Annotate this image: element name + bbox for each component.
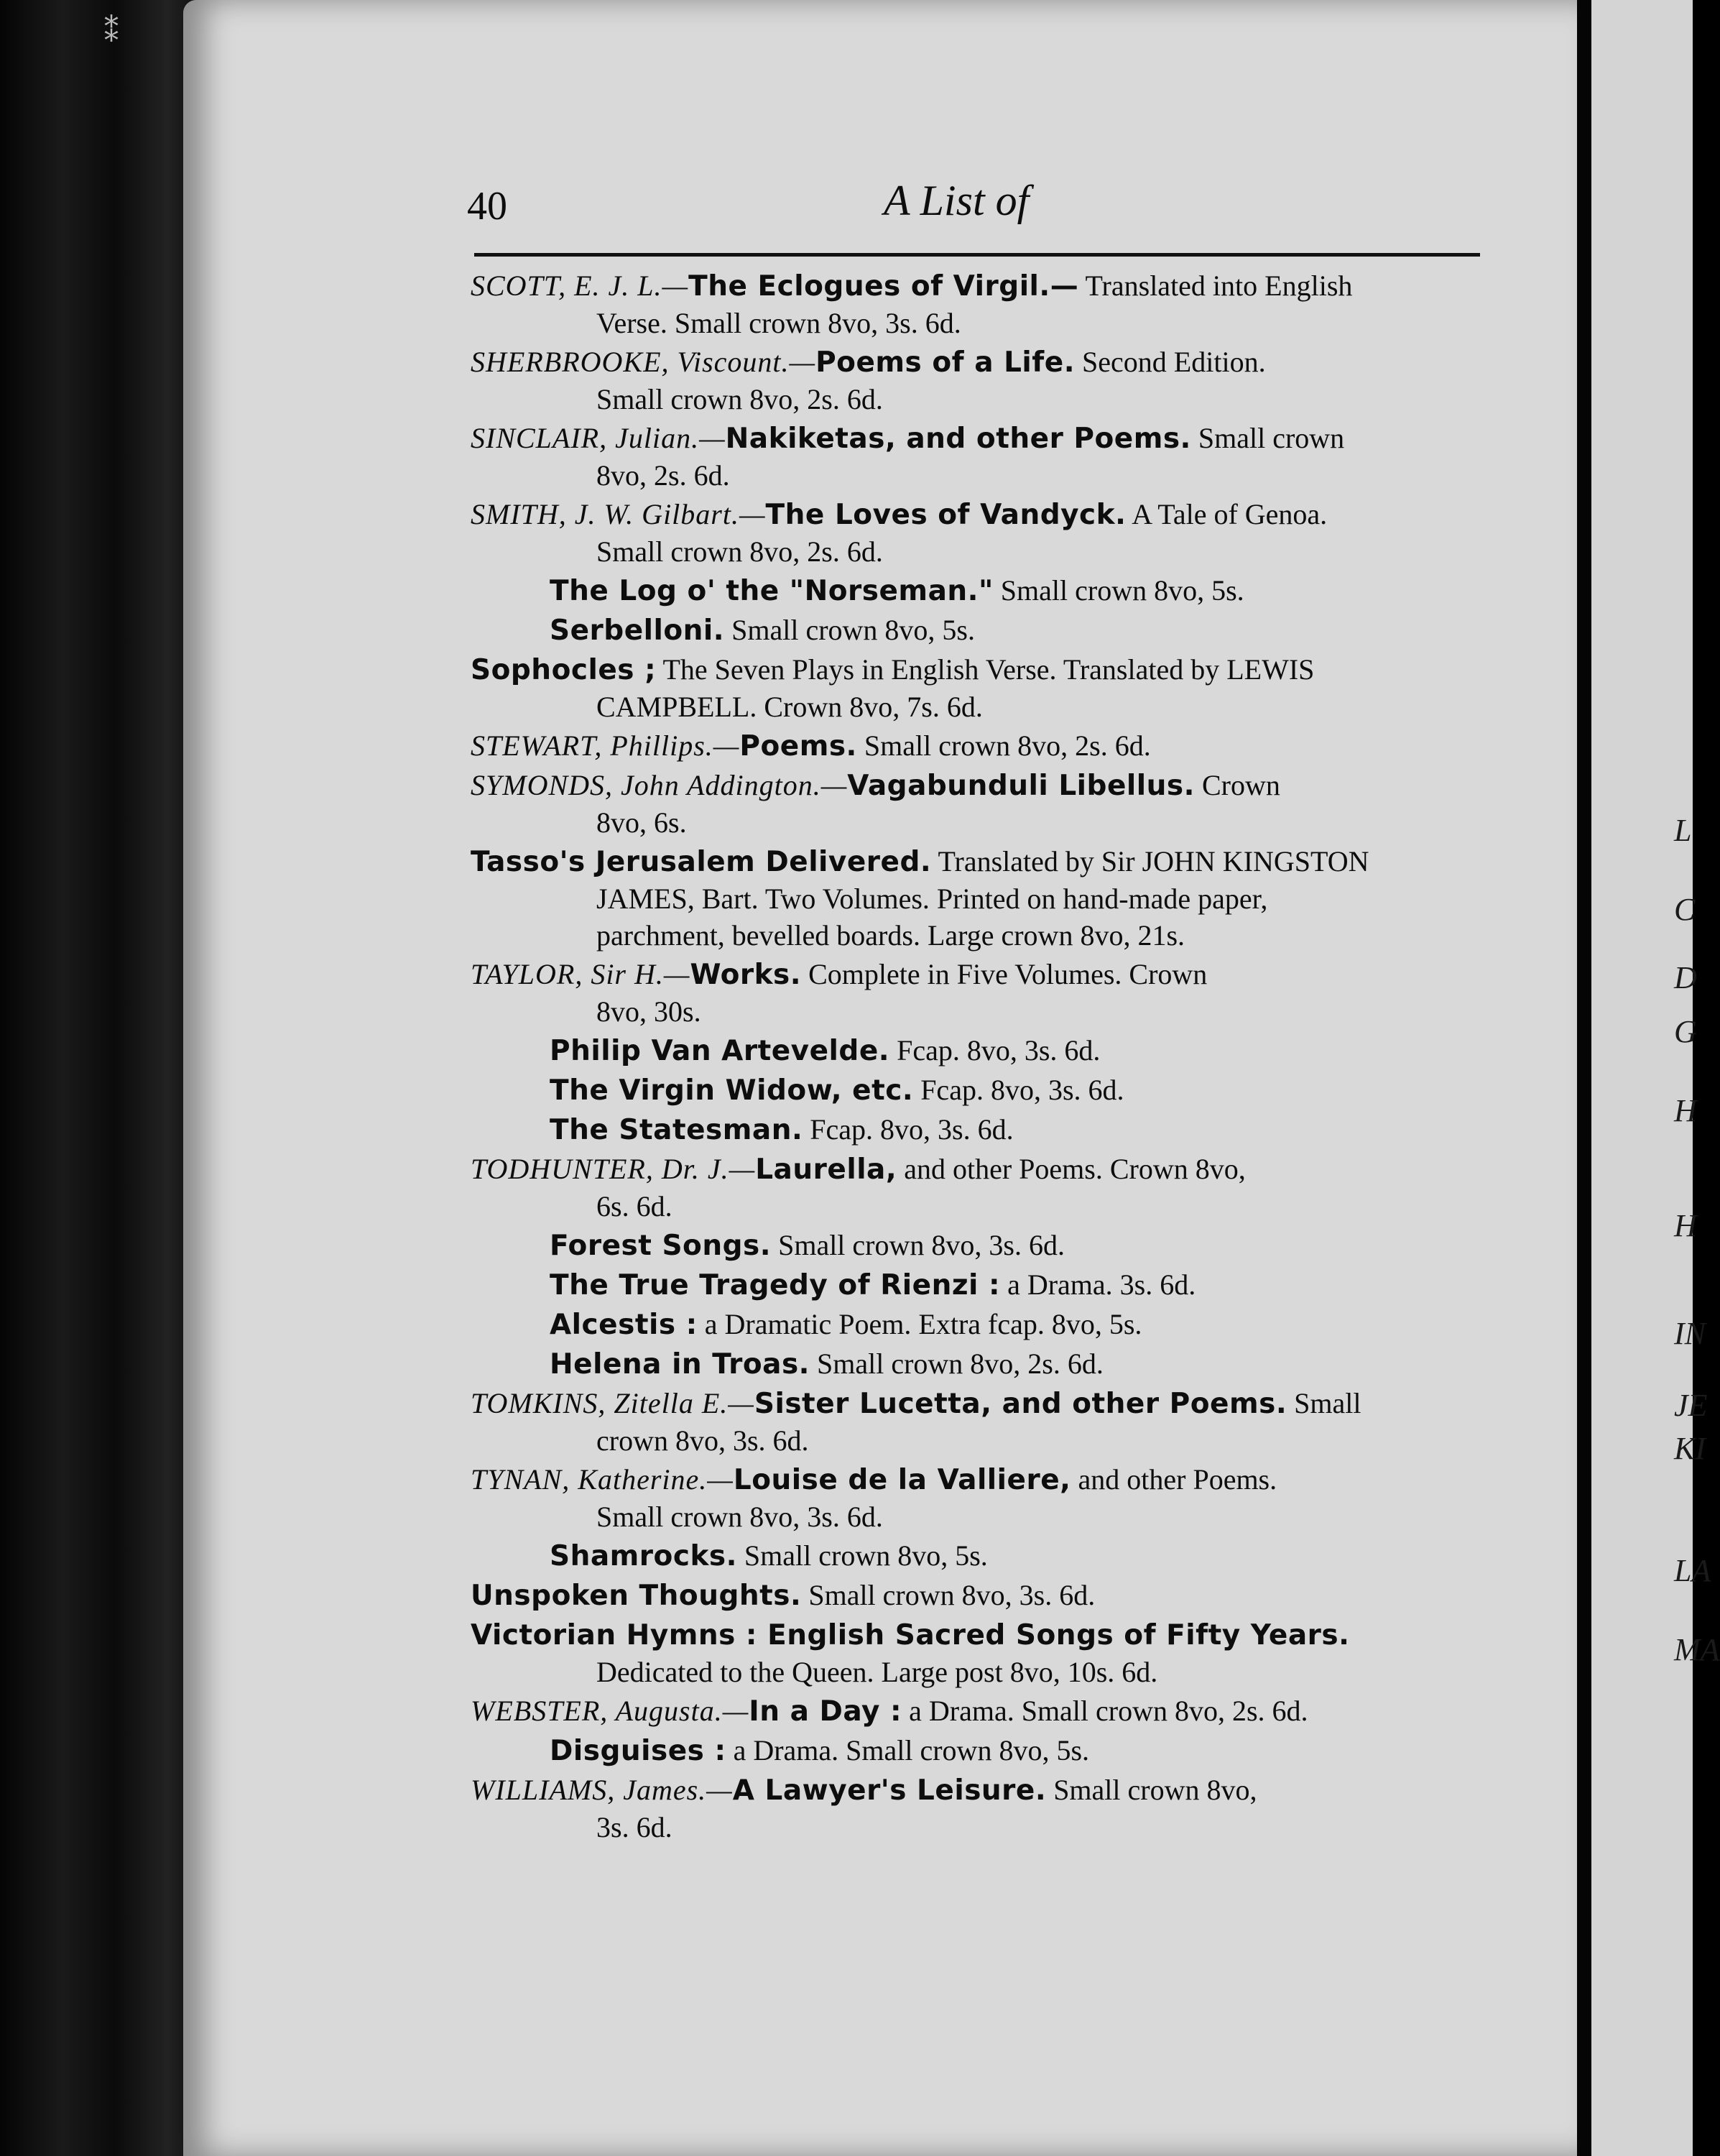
facing-page-letter: G (1674, 1014, 1697, 1049)
catalogue-entry (471, 956, 1484, 1030)
entry-line (471, 1266, 1484, 1304)
entry-author: SMITH, J. W. Gilbart.— (471, 498, 766, 530)
entry-description: Second Edition. (1075, 346, 1266, 378)
sub-entry (471, 1306, 1484, 1343)
entry-continuation: Verse. Small crown 8vo, 3s. 6d. (596, 307, 961, 339)
entry-description: Small crown 8vo, 2s. 6d. (856, 729, 1151, 762)
entry-description: Fcap. 8vo, 3s. 6d. (913, 1074, 1124, 1106)
entry-title: Tasso's Jerusalem Delivered. (471, 846, 932, 878)
entry-author: TYNAN, Katherine.— (471, 1463, 734, 1496)
entry-continuation: 8vo, 2s. 6d. (596, 459, 730, 492)
entry-line (471, 1227, 1484, 1264)
facing-page-letter: H (1674, 1208, 1697, 1243)
entry-description: Small crown 8vo, 5s. (724, 614, 975, 646)
catalogue-entry (471, 267, 1484, 341)
entry-description: Translated into English (1078, 270, 1353, 302)
entry-continuation: Small crown 8vo, 3s. 6d. (596, 1501, 883, 1533)
entry-line (471, 1072, 1484, 1109)
entry-author: SINCLAIR, Julian.— (471, 422, 726, 454)
entry-description: Small crown 8vo, 5s. (736, 1539, 988, 1572)
page-header (467, 176, 1480, 242)
entry-description: The Seven Plays in English Verse. Translated by LEWIS (656, 653, 1315, 686)
entry-title: Poems. (739, 730, 857, 763)
entry-line (471, 1692, 1484, 1730)
entry-title: Philip Van Artevelde. (550, 1035, 890, 1067)
entry-line (471, 1616, 1484, 1654)
running-title: A List of (884, 177, 1030, 224)
catalogue-entry (471, 496, 1484, 570)
entry-continuation: 6s. 6d. (596, 1190, 672, 1222)
entry-line (471, 1032, 1484, 1069)
entry-description: and other Poems. Crown 8vo, (897, 1153, 1246, 1185)
catalogue-entry (471, 1385, 1484, 1459)
entry-title: The Eclogues of Virgil.— (688, 270, 1079, 303)
sub-entry (471, 1345, 1484, 1383)
entry-description: a Drama. Small crown 8vo, 5s. (726, 1734, 1090, 1766)
entry-author: TODHUNTER, Dr. J.— (471, 1153, 756, 1185)
entry-title: Forest Songs. (550, 1230, 772, 1262)
entry-continuation: Small crown 8vo, 2s. 6d. (596, 535, 883, 568)
entry-title: The Loves of Vandyck. (765, 499, 1127, 531)
entry-continuation: 3s. 6d. (596, 1811, 672, 1843)
catalogue-entry (471, 344, 1484, 418)
entry-author: TAYLOR, Sir H.— (471, 958, 690, 990)
entry-author: WILLIAMS, James.— (471, 1774, 733, 1806)
entry-line (471, 1385, 1484, 1422)
entry-continuation: 8vo, 30s. (596, 995, 701, 1028)
entry-description: Small crown (1190, 422, 1345, 454)
entry-line (471, 420, 1484, 457)
facing-page-letter: L (1674, 813, 1692, 848)
entry-description: Small crown 8vo, 2s. 6d. (809, 1348, 1104, 1380)
entry-title: Laurella, (755, 1153, 897, 1186)
entry-title: The True Tragedy of Rienzi : (550, 1269, 1001, 1302)
facing-page-letter: KI (1674, 1431, 1706, 1466)
entry-description: Translated by Sir JOHN KINGSTON (931, 845, 1369, 877)
entry-title: The Statesman. (550, 1114, 803, 1146)
catalogue-entry (471, 727, 1484, 765)
entry-title: A Lawyer's Leisure. (732, 1774, 1047, 1807)
entry-line (471, 496, 1484, 533)
facing-page-letter: LA (1674, 1553, 1711, 1588)
entry-title: The Log o' the "Norseman." (550, 575, 994, 607)
catalogue-entries (471, 267, 1484, 1848)
catalogue-entry (471, 651, 1484, 725)
entry-line (471, 956, 1484, 993)
entry-line (471, 767, 1484, 804)
entry-title: Unspoken Thoughts. (471, 1580, 802, 1612)
entry-title: Louise de la Valliere, (733, 1464, 1071, 1496)
entry-title: Sister Lucetta, and other Poems. (754, 1388, 1287, 1420)
catalogue-entry (471, 1461, 1484, 1535)
facing-page-letter: MA (1674, 1632, 1720, 1667)
entry-continuation: Dedicated to the Queen. Large post 8vo, 10s. 6d. (596, 1656, 1158, 1688)
entry-line (471, 1151, 1484, 1188)
sub-entry (471, 572, 1484, 609)
entry-author: STEWART, Phillips.— (471, 729, 740, 762)
entry-line (471, 1537, 1484, 1575)
entry-description: a Drama. 3s. 6d. (1000, 1268, 1196, 1301)
entry-title: Serbelloni. (550, 614, 725, 647)
entry-description: Small crown 8vo, 3s. 6d. (801, 1579, 1096, 1611)
entry-line (471, 843, 1484, 880)
entry-line (471, 612, 1484, 649)
entry-line (471, 1732, 1484, 1769)
entry-line (471, 1306, 1484, 1343)
header-rule (474, 253, 1480, 257)
entry-line (471, 1111, 1484, 1148)
entry-title: Helena in Troas. (550, 1348, 810, 1381)
facing-page-edge (1591, 0, 1696, 2156)
catalogue-entry (471, 843, 1484, 954)
entry-title: The Virgin Widow, etc. (550, 1074, 914, 1107)
entry-line (471, 267, 1484, 305)
facing-page-letter: IN (1674, 1316, 1706, 1351)
sub-entry (471, 1111, 1484, 1148)
entry-description: and other Poems. (1071, 1463, 1277, 1496)
catalogue-entry (471, 1151, 1484, 1225)
entry-line (471, 572, 1484, 609)
spine-mark: ⁑ (104, 16, 119, 48)
sub-entry (471, 1227, 1484, 1264)
entry-title: Nakiketas, and other Poems. (725, 423, 1191, 455)
catalogue-entry (471, 1616, 1484, 1690)
entry-line (471, 651, 1484, 688)
entry-title: Victorian Hymns : English Sacred Songs of Fifty Years. (471, 1619, 1350, 1651)
entry-title: Vagabunduli Libellus. (847, 770, 1195, 802)
entry-line (471, 1461, 1484, 1498)
entry-title: Disguises : (550, 1735, 726, 1767)
entry-description: Small crown 8vo, (1046, 1774, 1257, 1806)
page-number: 40 (467, 184, 507, 229)
entry-continuation: parchment, bevelled boards. Large crown 8vo, 21s. (596, 919, 1185, 952)
sub-entry (471, 1537, 1484, 1575)
entry-description: Small crown 8vo, 3s. 6d. (771, 1229, 1065, 1261)
entry-author: TOMKINS, Zitella E.— (471, 1387, 754, 1419)
entry-title: Works. (690, 959, 802, 991)
entry-line (471, 344, 1484, 381)
entry-description: Complete in Five Volumes. Crown (801, 958, 1208, 990)
entry-author: SHERBROOKE, Viscount.— (471, 346, 816, 378)
catalogue-entry (471, 1772, 1484, 1846)
facing-page-letter: JE (1674, 1388, 1708, 1423)
entry-title: Alcestis : (550, 1309, 698, 1341)
entry-description: Small (1287, 1387, 1361, 1419)
entry-description: Small crown 8vo, 5s. (993, 574, 1244, 607)
sub-entry (471, 1032, 1484, 1069)
entry-description: a Drama. Small crown 8vo, 2s. 6d. (902, 1695, 1308, 1727)
catalogue-entry (471, 1577, 1484, 1614)
book-spine (0, 0, 208, 2156)
entry-title: Shamrocks. (550, 1540, 737, 1572)
sub-entry (471, 1266, 1484, 1304)
sub-entry (471, 612, 1484, 649)
entry-title: In a Day : (749, 1695, 902, 1728)
facing-page-letter: C (1674, 892, 1696, 927)
facing-page-letter: H (1674, 1093, 1697, 1128)
entry-author: SCOTT, E. J. L.— (471, 270, 689, 302)
entry-author: SYMONDS, John Addington.— (471, 769, 848, 801)
catalogue-entry (471, 767, 1484, 841)
entry-description: a Dramatic Poem. Extra fcap. 8vo, 5s. (697, 1308, 1142, 1340)
entry-continuation: CAMPBELL. Crown 8vo, 7s. 6d. (596, 691, 983, 723)
entry-description: Fcap. 8vo, 3s. 6d. (803, 1113, 1014, 1146)
entry-description: Fcap. 8vo, 3s. 6d. (889, 1034, 1101, 1067)
sub-entry (471, 1732, 1484, 1769)
entry-continuation: crown 8vo, 3s. 6d. (596, 1424, 809, 1457)
entry-description: Crown (1194, 769, 1280, 801)
catalogue-entry (471, 1692, 1484, 1730)
entry-title: Sophocles ; (471, 654, 657, 686)
entry-line (471, 1772, 1484, 1809)
entry-continuation: 8vo, 6s. (596, 806, 687, 839)
entry-author: WEBSTER, Augusta.— (471, 1695, 749, 1727)
entry-line (471, 727, 1484, 765)
catalogue-entry (471, 420, 1484, 494)
entry-description: A Tale of Genoa. (1126, 498, 1328, 530)
entry-continuation: JAMES, Bart. Two Volumes. Printed on hand-made paper, (596, 883, 1268, 915)
entry-title: Poems of a Life. (815, 346, 1076, 379)
entry-continuation: Small crown 8vo, 2s. 6d. (596, 383, 883, 415)
facing-page-letter: D (1674, 960, 1697, 995)
page-gutter (1577, 0, 1593, 2156)
entry-line (471, 1345, 1484, 1383)
sub-entry (471, 1072, 1484, 1109)
entry-line (471, 1577, 1484, 1614)
